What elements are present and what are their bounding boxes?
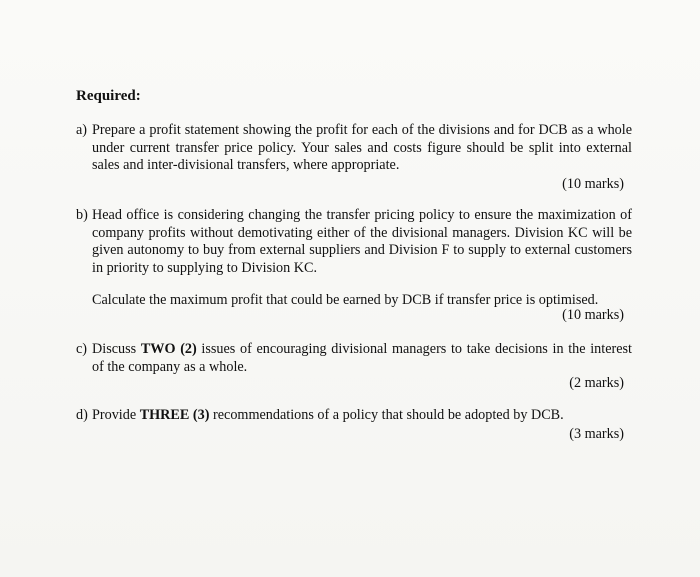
question-a-text: Prepare a profit statement showing the profit for each of the divisions and for DCB as a whole under current transfer price policy. Your sales and costs figure should be split into external sales and inter-divisional transfers, where appropriate. — [92, 122, 632, 173]
question-d — [76, 407, 632, 425]
question-d-letter: d) — [76, 407, 88, 423]
question-d-text-after: recommendations of a policy that should be adopted by DCB. — [209, 407, 564, 423]
question-b-marks: (10 marks) — [562, 307, 624, 323]
question-c-text-before: Discuss — [92, 341, 141, 357]
question-c-text-after: issues of encouraging divisional managers to take decisions in the interest of the company as a whole. — [92, 341, 632, 375]
question-c — [76, 341, 632, 376]
question-b-text: Head office is considering changing the transfer pricing policy to ensure the maximization of company profits without demotivating either of the divisional managers. Division KC will be given autonomy to buy from external suppliers and Division F to supply to external customers in priority to supplying to Division KC. — [92, 207, 632, 276]
question-d-text-before: Provide — [92, 407, 140, 423]
question-b — [76, 207, 632, 277]
question-b-subtext: Calculate the maximum profit that could be earned by DCB if transfer price is optimised. — [92, 292, 599, 308]
question-a-marks: (10 marks) — [562, 176, 624, 192]
question-d-text — [92, 407, 632, 425]
question-a — [76, 122, 632, 175]
question-b-letter: b) — [76, 207, 88, 223]
question-d-marks: (3 marks) — [569, 426, 624, 442]
required-heading: Required: — [76, 88, 141, 104]
question-c-text — [92, 341, 632, 376]
question-c-marks: (2 marks) — [569, 375, 624, 391]
question-d-bold: THREE (3) — [139, 407, 210, 423]
question-c-letter: c) — [76, 341, 88, 357]
question-a-letter: a) — [76, 122, 88, 138]
question-c-bold: TWO (2) — [140, 341, 197, 357]
